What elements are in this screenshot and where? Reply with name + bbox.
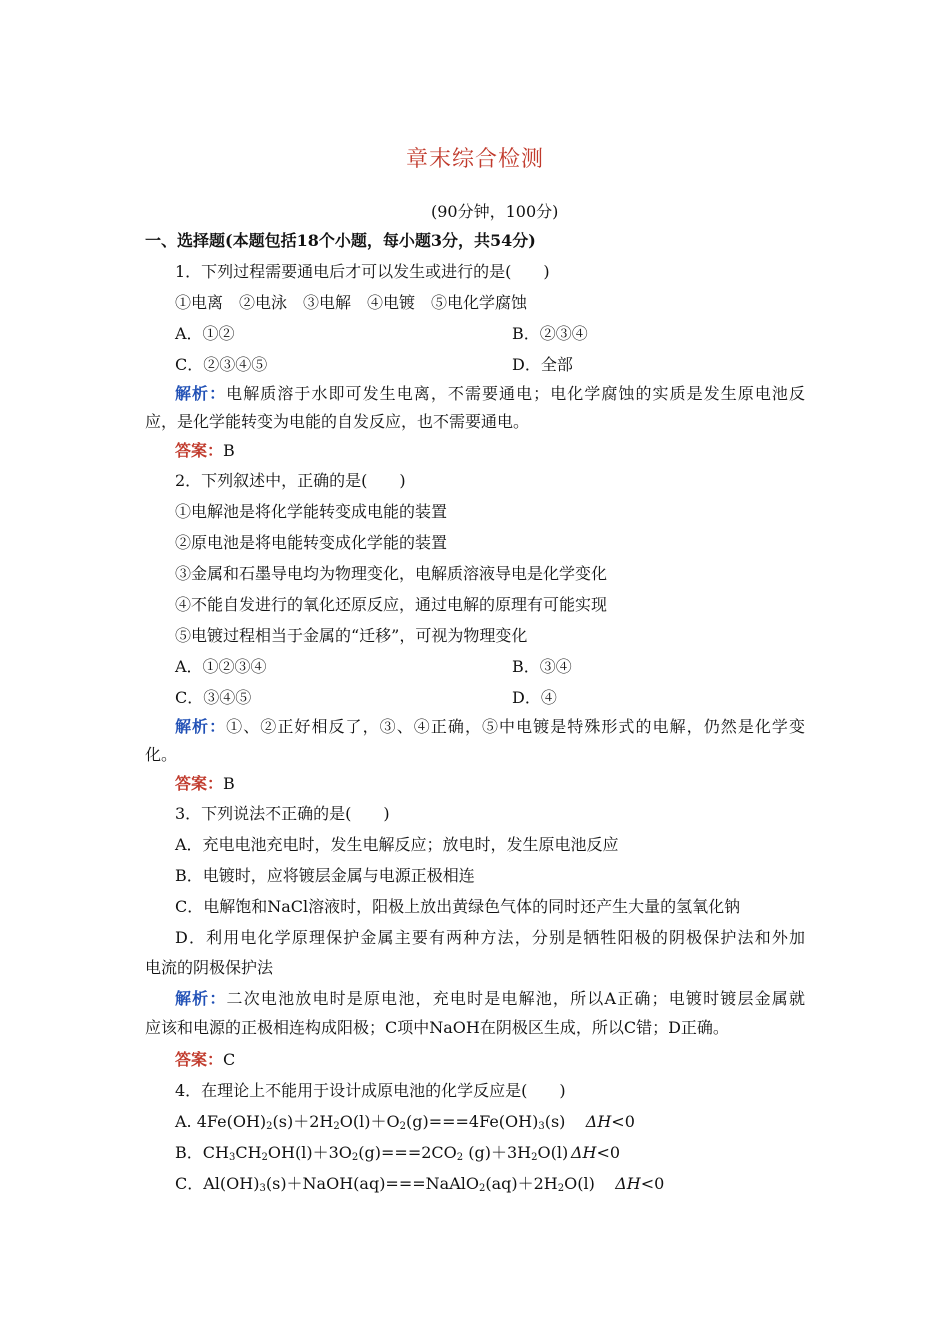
- q1-items: ①电离 ②电泳 ③电解 ④电镀 ⑤电化学腐蚀: [175, 293, 528, 312]
- q4-option-a: A. $4Fe(OH)_2(s)+2H_2O(l)+O_2(g)===4Fe(OH)_3(s)$ ΔH<0: [175, 1112, 635, 1132]
- q2-option-b: B．③④: [512, 657, 572, 676]
- q2-statement-2: ②原电池是将电能转变成化学能的装置: [175, 533, 448, 552]
- q2-analysis-text1: ①、②正好相反了，③、④正确，⑤中电镀是特殊形式的电解，仍然是化学变: [226, 717, 805, 736]
- q3-option-d-line2: 电流的阴极保护法: [145, 958, 274, 977]
- q3-option-c: C．电解饱和NaCl溶液时，阳极上放出黄绿色气体的同时还产生大量的氢氧化钠: [175, 897, 741, 916]
- q1-option-d: D．全部: [512, 355, 573, 374]
- q1-answer: [175, 440, 235, 462]
- q2-option-a: A．①②③④: [175, 657, 267, 676]
- answer-label: 答案：: [175, 1050, 224, 1069]
- analysis-label: 解析：: [175, 717, 227, 736]
- q2-analysis-line2: 化。: [145, 745, 178, 764]
- q2-statement-4: ④不能自发进行的氧化还原反应，通过电解的原理有可能实现: [175, 595, 608, 614]
- q2-statement-1: ①电解池是将化学能转变成电能的装置: [175, 502, 448, 521]
- delta-h-symbol: ΔH: [571, 1143, 597, 1162]
- q3-analysis-text1: 二次电池放电时是原电池，充电时是电解池，所以A正确；电镀时镀层金属就: [226, 989, 805, 1008]
- q1-analysis-text1: 电解质溶于水即可发生电离，不需要通电；电化学腐蚀的实质是发生原电池反: [226, 384, 805, 403]
- q4-option-c: C．$Al(OH)_3(s)+NaOH(aq)===NaAlO_2(aq)+2H_2O(l)$ ΔH<0: [175, 1174, 665, 1194]
- answer-label: 答案：: [175, 441, 224, 460]
- q2-statement-5: ⑤电镀过程相当于金属的“迁移”，可视为物理变化: [175, 626, 528, 645]
- analysis-label: 解析：: [175, 989, 227, 1008]
- q2-stem: 2．下列叙述中，正确的是( ): [175, 471, 406, 490]
- q1-analysis-line2: 应，是化学能转变为电能的自发反应，也不需要通电。: [145, 412, 530, 431]
- q2-answer: [175, 773, 235, 795]
- q2-option-c: C．③④⑤: [175, 688, 252, 707]
- q1-option-a: A．①②: [175, 324, 235, 343]
- q4-option-b: B．$CH_3CH_2OH(l)+3O_2(g)===2CO_2$ $(g)+3H_2O(l)$: [175, 1143, 569, 1163]
- answer-label: 答案：: [175, 774, 224, 793]
- q1-option-c: C．②③④⑤: [175, 355, 268, 374]
- q3-analysis-line2: 应该和电源的正极相连构成阳极；C项中NaOH在阴极区生成，所以C错；D正确。: [145, 1018, 729, 1037]
- q3-option-a: A．充电电池充电时，发生电解反应；放电时，发生原电池反应: [175, 835, 619, 854]
- delta-h-symbol: ΔH: [615, 1174, 641, 1193]
- q4-option-b-enthalpy: [571, 1142, 620, 1164]
- section-heading: 一、选择题(本题包括18个小题，每小题3分，共54分): [145, 231, 536, 250]
- q1-option-b: B．②③④: [512, 324, 588, 343]
- q1-stem: 1．下列过程需要通电后才可以发生或进行的是( ): [175, 262, 550, 281]
- q2-statement-3: ③金属和石墨导电均为物理变化，电解质溶液导电是化学变化: [175, 564, 608, 583]
- q1-analysis-line1: [175, 383, 805, 405]
- q2-option-d: D．④: [512, 688, 557, 707]
- q4-stem: 4．在理论上不能用于设计成原电池的化学反应是( ): [175, 1081, 566, 1100]
- q1-answer-value: B: [223, 441, 235, 460]
- q3-option-b: B．电镀时，应将镀层金属与电源正极相连: [175, 866, 475, 885]
- q3-answer: [175, 1049, 235, 1071]
- subtitle: (90分钟，100分): [431, 202, 559, 221]
- analysis-label: 解析：: [175, 384, 227, 403]
- q2-analysis-line1: [175, 716, 805, 738]
- q3-stem: 3．下列说法不正确的是( ): [175, 804, 390, 823]
- q3-analysis-line1: [175, 988, 805, 1010]
- delta-h-symbol: ΔH: [585, 1112, 612, 1131]
- q3-answer-value: C: [223, 1050, 236, 1069]
- delta-h-relation: <0: [611, 1112, 635, 1131]
- delta-h-relation: <0: [596, 1143, 621, 1162]
- q3-option-d-line1: D．利用电化学原理保护金属主要有两种方法，分别是牺牲阳极的阴极保护法和外加: [175, 928, 805, 947]
- q2-answer-value: B: [223, 774, 235, 793]
- page-title: 章末综合检测: [405, 147, 544, 172]
- delta-h-relation: <0: [640, 1174, 665, 1193]
